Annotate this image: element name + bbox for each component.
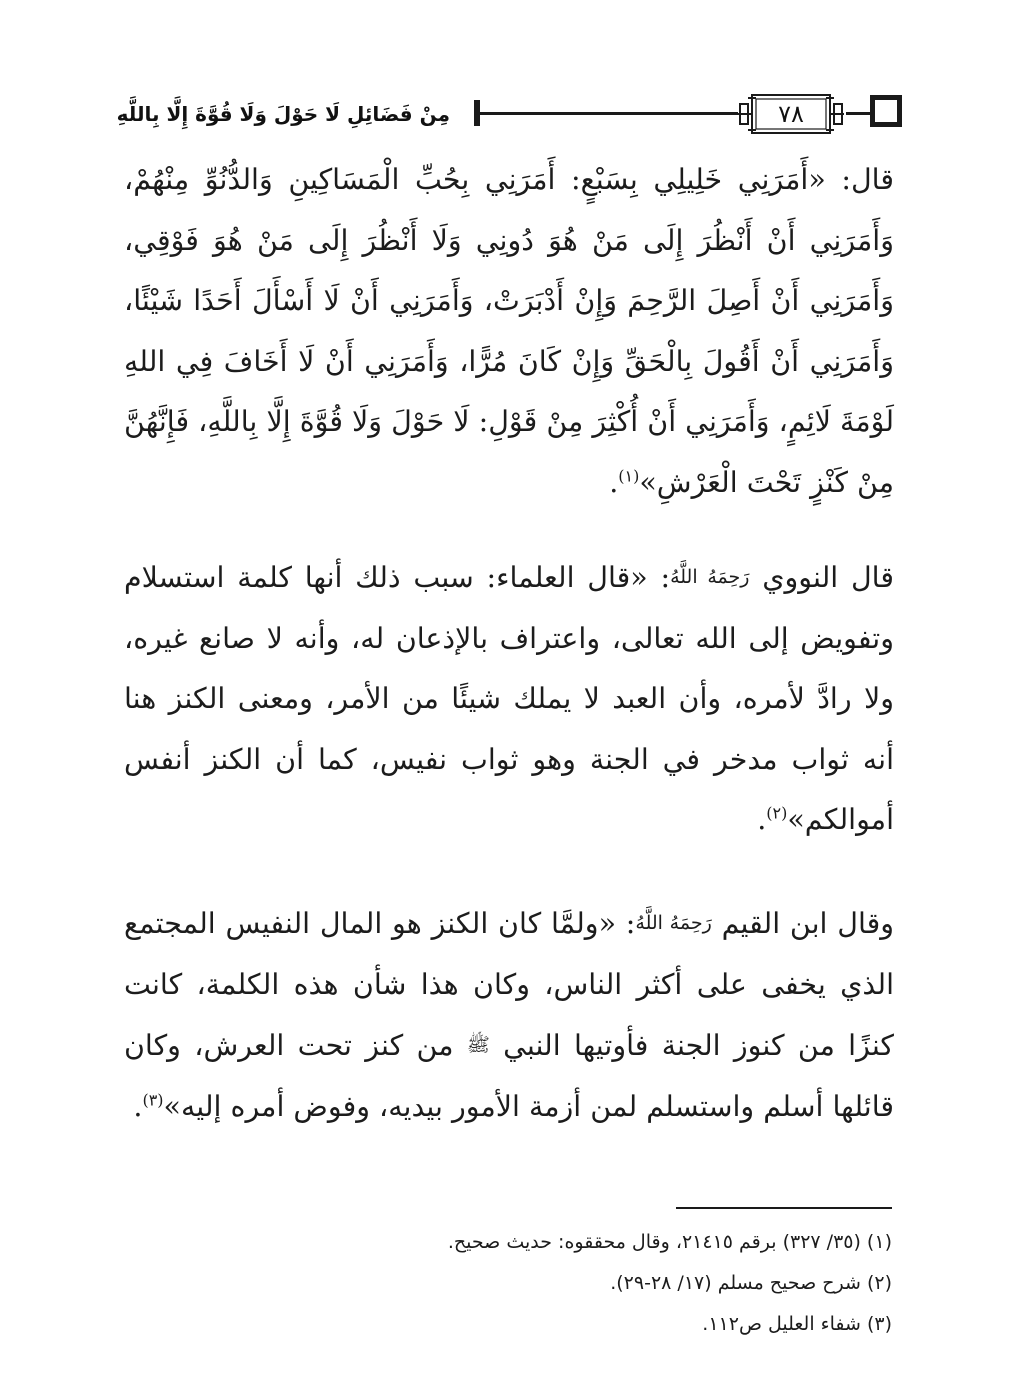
footnote-ref-3: (٣) xyxy=(142,1090,164,1110)
salutation-glyph: ﷺ xyxy=(466,1034,490,1057)
sentence-end: . xyxy=(609,465,619,499)
hadith-line: فِي اللهِ لَوْمَةَ لَائِمٍ، وَأَمَرَنِي أَنْ أُكْثِرَ مِنْ قَوْلِ: لَا حَوْلَ وَلَا قُوَّةَ إِلَّا xyxy=(124,344,894,439)
nawawi-paragraph xyxy=(124,547,946,851)
header-rule-right xyxy=(846,112,870,115)
header-title: مِنْ فَضَائِلِ لَا حَوْلَ وَلَا قُوَّةَ إِلَّا بِاللَّهِ xyxy=(111,98,456,130)
sentence-end: . xyxy=(133,1089,143,1123)
nawawi-quote: : «قال العلماء: سبب ذلك أنها كلمة استسلام وتفويض إلى الله تعالى، واعتراف بالإذعان له، وأنه لا صانع غيره، ولا رادَّ لأمره، وأن العبد لا يملك شيئًا من الأمر، ومعنى الكنز هنا أنه ثواب مدخر في الجنة وهو ثواب نفيس، كما أن الكنز أنفس أموالكم» xyxy=(124,561,894,837)
footnotes xyxy=(124,1222,892,1345)
honorific-glyph: رَحِمَهُ اللَّهُ xyxy=(635,912,712,934)
speaker-nawawi: قال النووي xyxy=(762,561,894,594)
page-number: ٧٨ xyxy=(778,100,804,128)
running-header xyxy=(116,92,892,138)
footnote-2: (٢) شرح صحيح مسلم (١٧/ ٢٨-٢٩). xyxy=(610,1272,892,1294)
hadith-line: بِاللَّهِ، فَإِنَّهُنَّ مِنْ كَنْزٍ تَحْتَ الْعَرْشِ» xyxy=(124,405,894,499)
hadith-line: شَيْئًا، وَأَمَرَنِي أَنْ أَقُولَ بِالْحَقِّ وَإِنْ كَانَ مُرًّا، وَأَمَرَنِي أَنْ لَا أَخَافَ xyxy=(124,284,894,378)
ibn-qayyim-quote-part-a: : «ولمَّا كان الكنز هو المال النفيس المجتمع الذي يخفى على أكثر الناس، وكان هذا شأن هذه الكلمة، كانت كنزًا من كنوز الجنة فأوتيها النبي xyxy=(124,907,894,1063)
hadith-paragraph xyxy=(124,150,894,514)
honorific-glyph: رَحِمَهُ اللَّهُ xyxy=(670,566,750,588)
hadith-line: قال: «أَمَرَنِي خَلِيلِي بِسَبْعٍ: أَمَرَنِي بِحُبِّ الْمَسَاكِينِ وَالدُّنُوِّ مِنْهُمْ، xyxy=(124,163,894,196)
ibn-qayyim-paragraph xyxy=(124,893,946,1137)
footnote-3: (٣) شفاء العليل ص١١٢. xyxy=(702,1313,892,1335)
footnote-ref-2: (٢) xyxy=(766,803,788,823)
ibn-qayyim-quote-part-b: من كنز تحت العرش، وكان قائلها أسلم واستسلم لمن أزمة الأمور بيديه، وفوض أمره إليه» xyxy=(124,1029,894,1123)
header-end-square-icon xyxy=(870,95,902,127)
sentence-end: . xyxy=(757,803,767,837)
footnote-separator xyxy=(676,1207,892,1209)
footnote-1: (١) (٣٥/ ٣٢٧) برقم ٢١٤١٥، وقال محققوه: حديث صحيح. xyxy=(447,1231,892,1253)
hadith-line: وَأَمَرَنِي أَنْ أَصِلَ الرَّحِمَ وَإِنْ أَدْبَرَتْ، وَأَمَرَنِي أَنْ لَا أَسْأَلَ أَحَدًا xyxy=(193,284,894,318)
page-number-badge xyxy=(736,92,846,136)
footnote-ref-1: (١) xyxy=(618,466,640,486)
header-rule-middle xyxy=(480,112,738,115)
speaker-ibn-qayyim: وقال ابن القيم xyxy=(721,907,895,940)
hadith-line: وَأَمَرَنِي أَنْ أَنْظُرَ إِلَى مَنْ هُوَ دُونِي وَلَا أَنْظُرَ إِلَى مَنْ هُوَ فَوْقِي، xyxy=(124,223,894,257)
